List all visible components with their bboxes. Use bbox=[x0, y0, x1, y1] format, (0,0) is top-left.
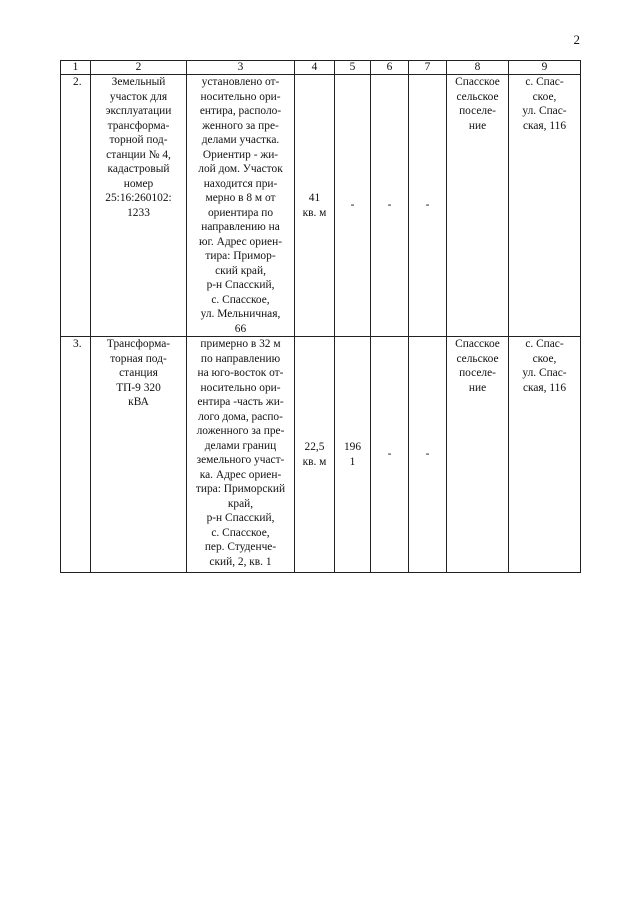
header-col-6: 6 bbox=[371, 61, 409, 75]
header-col-5: 5 bbox=[335, 61, 371, 75]
col5-value: 196 1 bbox=[335, 337, 371, 573]
col6-value: - bbox=[371, 337, 409, 573]
row-number: 3. bbox=[61, 337, 91, 573]
table-row bbox=[61, 75, 581, 337]
object-location: примерно в 32 м по направлению на юго-восток от- носительно ори- ентира -часть жи- лого дома, распо- ложенного за пре- делами границ земельного участ- ка. Адрес ориен- тира: Приморский край, р-н Спасский, с. Спасское, пер. Студенче- ский, 2, кв. 1 bbox=[187, 337, 295, 573]
table-row bbox=[61, 337, 581, 573]
header-col-7: 7 bbox=[409, 61, 447, 75]
header-col-3: 3 bbox=[187, 61, 295, 75]
object-name: Земельный участок для эксплуатации трансформа- торной под- станции № 4, кадастровый номер 25:16:260102: 1233 bbox=[91, 75, 187, 337]
header-col-8: 8 bbox=[447, 61, 509, 75]
col7-value: - bbox=[409, 75, 447, 337]
object-area: 41 кв. м bbox=[295, 75, 335, 337]
owner: Спасское сельское поселе- ние bbox=[447, 75, 509, 337]
object-name: Трансформа- торная под- станция ТП-9 320 кВА bbox=[91, 337, 187, 573]
object-area: 22,5 кв. м bbox=[295, 337, 335, 573]
page-number: 2 bbox=[573, 32, 580, 47]
col5-value: - bbox=[335, 75, 371, 337]
header-row bbox=[61, 61, 581, 75]
header-col-9: 9 bbox=[509, 61, 581, 75]
col6-value: - bbox=[371, 75, 409, 337]
property-table bbox=[60, 60, 581, 573]
row-number: 2. bbox=[61, 75, 91, 337]
header-col-4: 4 bbox=[295, 61, 335, 75]
header-col-1: 1 bbox=[61, 61, 91, 75]
col7-value: - bbox=[409, 337, 447, 573]
owner-address: с. Спас- ское, ул. Спас- ская, 116 bbox=[509, 337, 581, 573]
header-col-2: 2 bbox=[91, 61, 187, 75]
object-location: установлено от- носительно ори- ентира, располо- женного за пре- делами участка. Ориентир - жи- лой дом. Участок находится при- мерно в 8 м от ориентира по направлению на юг. Адрес ориен- тира: Примор- ский край, р-н Спасский, с. Спасское, ул. Мельничная, 66 bbox=[187, 75, 295, 337]
owner-address: с. Спас- ское, ул. Спас- ская, 116 bbox=[509, 75, 581, 337]
owner: Спасское сельское поселе- ние bbox=[447, 337, 509, 573]
